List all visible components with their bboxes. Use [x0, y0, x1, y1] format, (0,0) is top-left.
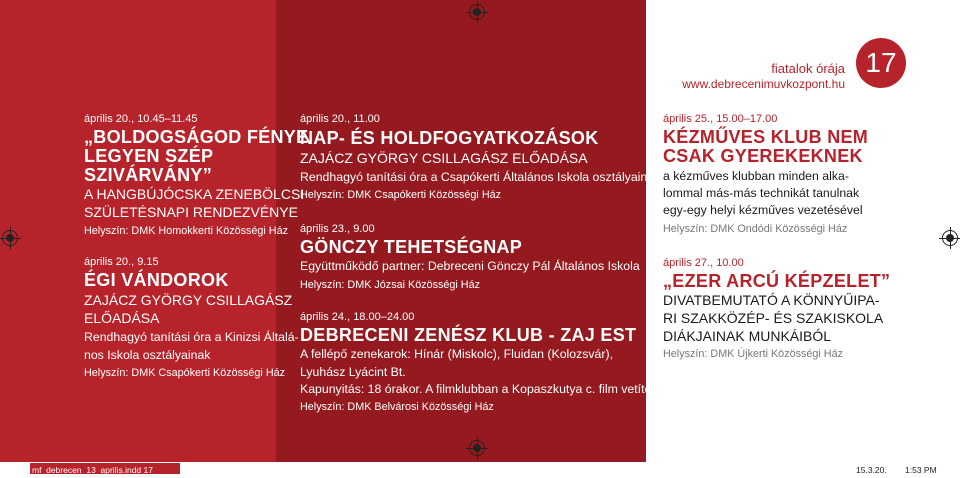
event-date: április 24., 18.00–24.00 [300, 311, 415, 323]
event-venue: Helyszín: DMK Csapókerti Közösségi Ház [84, 367, 286, 379]
event-subtitle: DIVATBEMUTATÓ A KÖNNYŰIPA- [663, 292, 880, 308]
registration-mark-icon [469, 4, 485, 20]
event-description: Rendhagyó tanítási óra a Csapókerti Általános Iskola osztályainak [300, 170, 661, 184]
event-venue: Helyszín: DMK Ondódi Közösségi Ház [663, 223, 848, 235]
event-subtitle: ELŐADÁSA [84, 310, 160, 326]
event-date: április 27., 10.00 [663, 257, 744, 269]
event-title: DEBRECENI ZENÉSZ KLUB - ZAJ EST [300, 325, 637, 345]
event-description: Együttműködő partner: Debreceni Gönczy Pál Általános Iskola [300, 259, 640, 273]
event-title: CSAK GYEREKEKNEK [663, 146, 863, 166]
registration-mark-icon [942, 230, 958, 246]
event-description: a kézműves klubban minden alka- [663, 169, 849, 183]
page-number-badge: 17 [856, 38, 906, 88]
registration-mark-icon [2, 230, 18, 246]
event-date: április 23., 9.00 [300, 223, 375, 235]
registration-mark-icon [469, 440, 485, 456]
event-date: április 20., 11.00 [300, 113, 380, 125]
event-venue: Helyszín: DMK Újkerti Közösségi Ház [663, 348, 843, 360]
event-title: „EZER ARCÚ KÉPZELET” [663, 271, 891, 291]
event-venue: Helyszín: DMK Homokkerti Közösségi Ház [84, 225, 289, 237]
event-description: egy-egy helyi kézműves vezetésével [663, 203, 863, 217]
brand-line-1: fiatalok órája [771, 61, 845, 76]
event-description: A fellépő zenekarok: Hínár (Miskolc), Fluidan (Kolozsvár), [300, 347, 614, 361]
event-title: GÖNCZY TEHETSÉGNAP [300, 237, 523, 257]
event-description: Kapunyitás: 18 órakor. A filmklubban a Kopaszkutya c. film vetítése. [300, 382, 668, 396]
brand-url: www.debrecenimuvkozpont.hu [682, 77, 845, 91]
event-subtitle: SZÜLETÉSNAPI RENDEZVÉNYE [84, 204, 298, 220]
event-venue: Helyszín: DMK Csapókerti Közösségi Ház [300, 189, 502, 201]
slug-filename: mf_debrecen_13_aprilis.indd 17 [32, 465, 153, 475]
event-subtitle: RI SZAKKÖZÉP- ÉS SZAKISKOLA [663, 310, 884, 326]
event-description: Lyuhász Lyácint Bt. [300, 365, 406, 379]
slug-time: 1:53 PM [905, 465, 937, 475]
event-date: április 20., 9.15 [84, 256, 159, 268]
event-venue: Helyszín: DMK Józsai Közösségi Ház [300, 279, 481, 291]
event-subtitle: A HANGBÚJÓCSKA ZENEBÖLCSI [84, 186, 305, 202]
event-title: KÉZMŰVES KLUB NEM [663, 127, 869, 147]
event-title: LEGYEN SZÉP [84, 146, 214, 166]
slug-date: 15.3.20. [856, 465, 887, 475]
event-subtitle: ZAJÁCZ GYÖRGY CSILLAGÁSZ ELŐADÁSA [300, 150, 588, 166]
event-description: Rendhagyó tanítási óra a Kinizsi Általá- [84, 330, 299, 344]
event-title: ÉGI VÁNDOROK [84, 270, 229, 290]
event-venue: Helyszín: DMK Belvárosi Közösségi Ház [300, 401, 494, 413]
event-date: április 20., 10.45–11.45 [84, 113, 198, 125]
event-title: SZIVÁRVÁNY” [84, 165, 212, 185]
event-description: lommal más-más technikát tanulnak [663, 186, 860, 200]
event-subtitle: ZAJÁCZ GYÖRGY CSILLAGÁSZ [84, 292, 293, 308]
event-date: április 25., 15.00–17.00 [663, 113, 778, 125]
event-title: „BOLDOGSÁGOD FÉNYE [84, 127, 309, 147]
event-description: nos Iskola osztályainak [84, 348, 211, 362]
event-title: NAP- ÉS HOLDFOGYATKOZÁSOK [300, 128, 599, 148]
event-subtitle: DIÁKJAINAK MUNKÁIBÓL [663, 328, 832, 344]
